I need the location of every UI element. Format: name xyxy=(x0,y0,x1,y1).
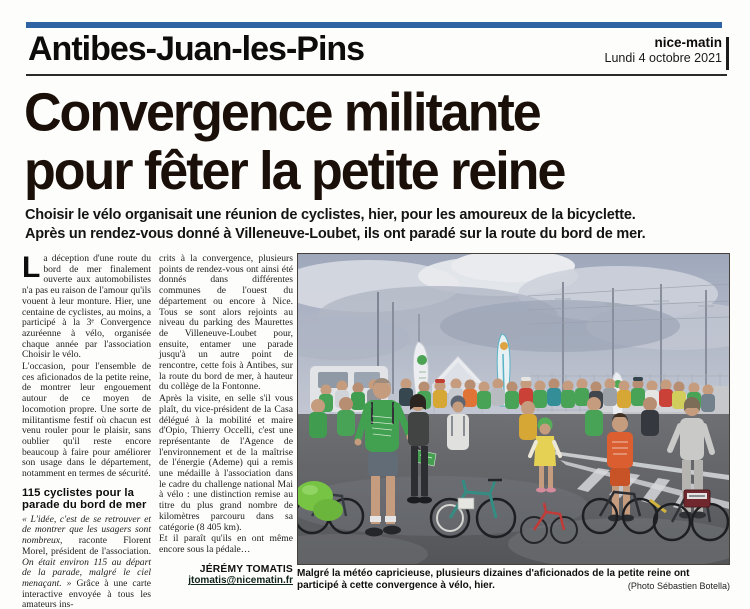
body-column-2 xyxy=(159,254,293,609)
quote-italic-1: « L'idée, c'est de se retrouver et de montrer que les usagers sont nombreux, xyxy=(22,513,151,547)
body-column-1 xyxy=(22,251,151,609)
section-title: Antibes-Juan-les-Pins xyxy=(28,30,365,68)
quote-attribution: raconte Florent Morel, président de l'association. xyxy=(22,535,151,557)
edition-date: Lundi 4 octobre 2021 xyxy=(604,50,722,65)
paragraph-2: L'occasion, pour l'ensemble de ces aficionados de la petite reine, de montrer leur engouement autour de ce moyen de locomotion propre. Une sorte de militantisme festif où chacun est venu rouler pour le plaisir, sans oublier qu'il reste encore beaucoup à faire pour améliorer son usage dans le département, notamment en termes de sécurité. xyxy=(22,361,151,480)
byline xyxy=(159,565,293,587)
crosshead: 115 cyclistes pour la parade du bord de mer xyxy=(22,486,147,512)
byline-email: jtomatis@nicematin.fr xyxy=(188,575,293,587)
edition-block xyxy=(605,35,722,65)
article-body xyxy=(22,251,293,609)
paragraph-5: Et il paraît qu'ils en ont même encore sous la pédale… xyxy=(159,533,293,555)
photo-caption xyxy=(297,568,730,592)
byline-author: JÉRÉMY TOMATIS xyxy=(199,563,293,575)
headline-line1: Convergence militante xyxy=(24,82,540,143)
article-photo xyxy=(297,253,730,565)
paragraph-lead xyxy=(22,251,151,361)
masthead-rule xyxy=(26,74,727,76)
brand-name: nice-matin xyxy=(654,35,722,50)
paragraph-lead-text: a déception d'une route du bord de mer finalement ouverte aux automobilistes n'a pas eu raison de l'amour qu'ils vouent à leur monture. Hier, une centaine de cyclistes, au moins, a participé à la 3ᵉ Convergence azuréenne à vélo, organisée chaque année par l'association Choisir le vélo. xyxy=(22,253,151,361)
article-headline xyxy=(24,84,734,201)
photo-caption-text: Malgré la météo capricieuse, plusieurs dizaines d'aficionados de la petite reine ont participé à cette convergence à vélo, hier. xyxy=(297,568,690,591)
convergence-photo-illustration xyxy=(298,254,729,564)
paragraph-quote xyxy=(22,515,151,609)
headline-line2: pour fêter la petite reine xyxy=(24,141,565,202)
masthead-blue-bar xyxy=(26,22,722,28)
edition-divider xyxy=(726,37,729,70)
article-standfirst xyxy=(25,206,740,243)
quote-italic-2: On était environ 115 au départ de la parade, malgré le ciel menaçant. » xyxy=(22,556,151,589)
paragraph-4: Après la visite, en selle s'il vous plaît, du vice-président de la Casa délégué à la mobilité et maire d'Opio, Thierry Occelli, c'est une représentante de l'Agence de l'environnement et de la maîtrise de l'énergie (Ademe) qui a remis une médaille à l'association dans le cadre du challenge national Mai à vélo : une distinction remise au titre du plus grand nombre de kilomètres parcouru dans sa catégorie (8 405 km). xyxy=(159,393,293,533)
drop-cap: L xyxy=(22,251,41,284)
photo-credit: (Photo Sébastien Botella) xyxy=(627,581,730,591)
paragraph-3: crits à la convergence, plusieurs points de rendez-vous ont ainsi été donnés dans différentes communes de l'ouest du département ou encore à Nice. Tous se sont alors rejoints au niveau du parking des Maurettes de Villeneuve-Loubet pour, ensuite, entamer une parade jusqu'à un autre point de rencontre, cette fois à Antibes, sur la route du bord de mer, à hauteur du collège de la Fontonne. xyxy=(159,253,293,393)
standfirst-line2: Après un rendez-vous donné à Villeneuve-Loubet, ils ont paradé sur la route du bord de mer. xyxy=(25,225,646,242)
paragraph-quote-tail: Grâce à une carte interactive envoyée à tous les amateurs ins- xyxy=(22,577,151,609)
standfirst-line1: Choisir le vélo organisait une réunion de cyclistes, hier, pour les amoureux de la bicyclette. xyxy=(25,207,636,223)
